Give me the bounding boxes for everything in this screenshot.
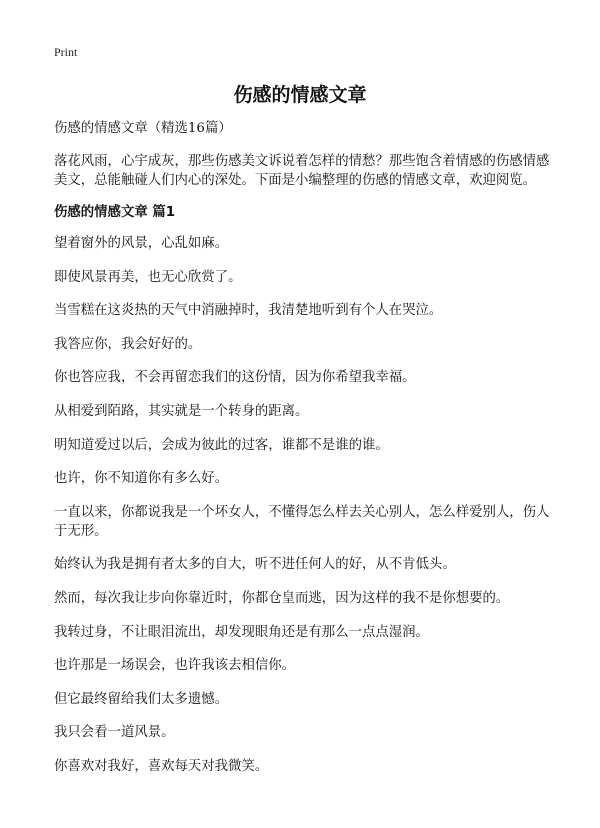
section-heading: 伤感的情感文章 篇1 xyxy=(54,205,176,220)
article-subtitle: 伤感的情感文章（精选16篇） xyxy=(54,121,232,136)
paragraph: 明知道爱过以后，会成为彼此的过客，谁都不是谁的谁。 xyxy=(54,437,389,453)
paragraph: 我只会看一道风景。 xyxy=(54,725,175,741)
paragraph: 我答应你，我会好好的。 xyxy=(54,336,202,352)
paragraph: 望着窗外的风景，心乱如麻。 xyxy=(54,236,229,251)
paragraph: 从相爱到陌路，其实就是一个转身的距离。 xyxy=(54,403,309,419)
paragraph: 始终认为我是拥有者太多的自大，听不进任何人的好，从不肯低头。 xyxy=(54,557,456,573)
paragraph: 然而，每次我让步向你靠近时，你都仓皇而逃，因为这样的我不是你想要的。 xyxy=(54,590,510,606)
paragraph: 当雪糕在这炎热的天气中消融掉时，我清楚地听到有个人在哭泣。 xyxy=(54,303,443,319)
paragraph: 我转过身，不让眼泪流出，却发现眼角还是有那么一点点湿润。 xyxy=(54,624,429,640)
intro-paragraph: 落花风雨，心宇成灰，那些伤感美文诉说着怎样的情愁？那些饱含着情感的伤感情感美文，总能触碰人们内心的深处。下面是小编整理的伤感的情感文章，欢迎阅览。 xyxy=(54,154,550,188)
print-link[interactable]: Print xyxy=(54,45,78,59)
paragraph: 也许那是一场误会，也许我该去相信你。 xyxy=(54,658,296,674)
paragraph: 即使风景再美，也无心欣赏了。 xyxy=(54,269,242,285)
article-content xyxy=(54,119,554,791)
paragraph: 你喜欢对我好，喜欢每天对我微笑。 xyxy=(54,758,269,774)
page-title: 伤感的情感文章 xyxy=(233,84,367,106)
paragraph: 但它最终留给我们太多遗憾。 xyxy=(54,691,229,707)
paragraph: 一直以来，你都说我是一个坏女人，不懂得怎么样去关心别人，怎么样爱别人，伤人于无形。 xyxy=(54,504,550,539)
paragraph: 也许，你不知道你有多么好。 xyxy=(54,471,229,487)
paragraph: 你也答应我，不会再留恋我们的这份情，因为你希望我幸福。 xyxy=(54,370,416,386)
